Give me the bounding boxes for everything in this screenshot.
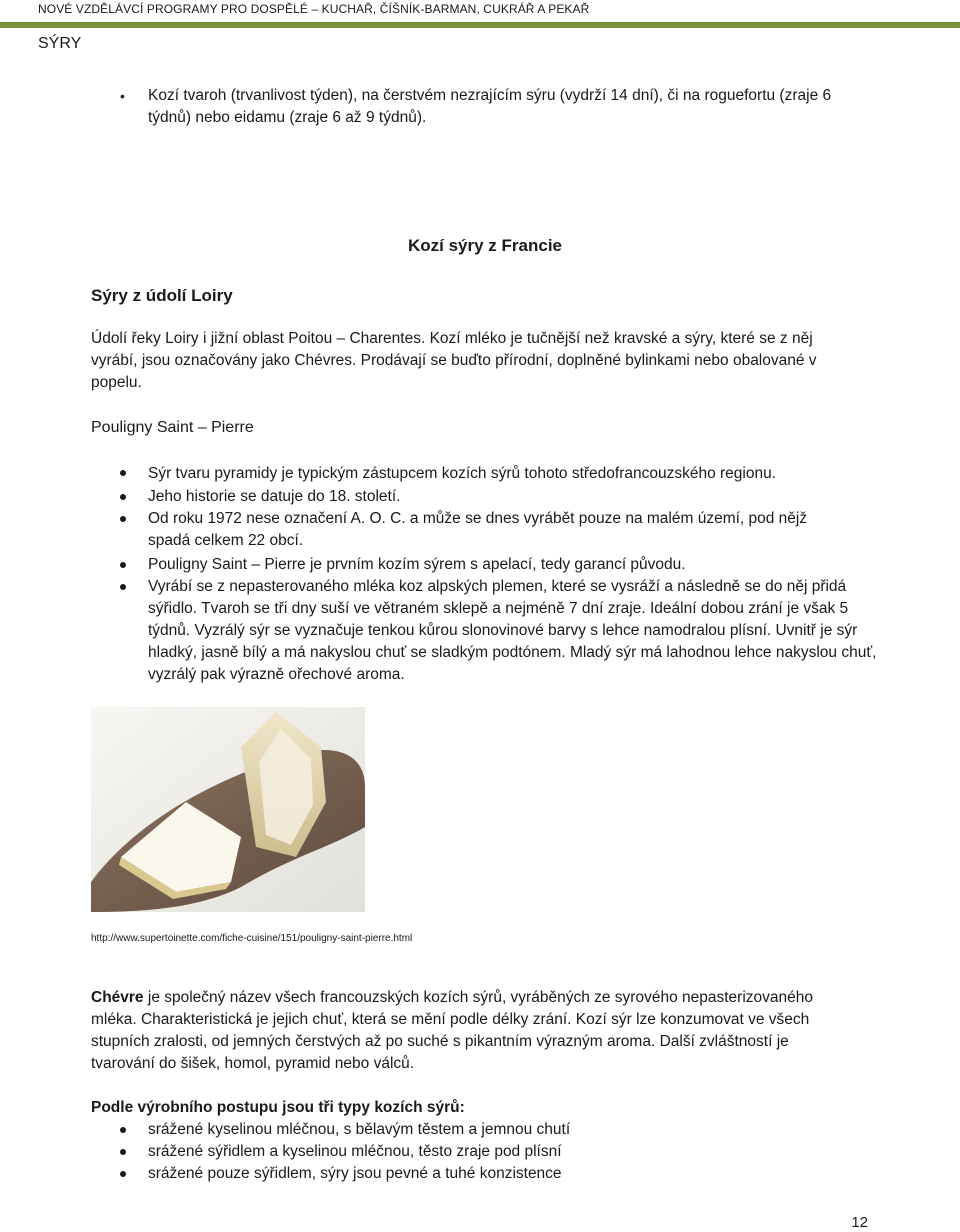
pouligny-bullet-5: Vyrábí se z nepasterovaného mléka koz alpských plemen, které se vysráží a následně se do něj přidá sýřidlo. Tvaroh se tři dny suší ve větraném sklepě a nejméně 7 dní zraje. Ideální dobou zrání je však 5 týdnů. Vyzrálý sýr se vyznačuje tenkou kůrou slonovinové barvy s lehce namodralou plísní. Uvnitř je sýr hladký, jasně bílý a má nakyslou chuť se sladkým podtónem. Mladý sýr má lahodnou lehce nakyslou chuť, vyzrálý pak výrazně ořechové aroma.	[148, 578, 877, 683]
pouligny-bullet-2: Jeho historie se datuje do 18. století.	[148, 488, 401, 505]
types-item-3: srážené pouze sýřidlem, sýry jsou pevné a tuhé konzistence	[148, 1165, 562, 1182]
pouligny-bullet-1: Sýr tvaru pyramidy je typickým zástupcem kozích sýrů tohoto středofrancouzského regionu.	[148, 465, 777, 482]
bullet-glyph	[120, 516, 126, 522]
bullet-glyph	[120, 1127, 126, 1133]
bullet-glyph	[120, 494, 126, 500]
program-title: NOVÉ VZDĚLÁVCÍ PROGRAMY PRO DOSPĚLÉ – KUCHAŘ, ČÍŠNÍK-BARMAN, CUKRÁŘ A PEKAŘ	[38, 2, 590, 16]
intro-bullet-text: Kozí tvaroh (trvanlivost týden), na čerstvém nezrajícím sýru (vydrží 14 dní), či na roguefortu (zraje 6 týdnů) nebo eidamu (zraje 6 až 9 týdnů).	[148, 87, 832, 126]
pouligny-bullet-4: Pouligny Saint – Pierre je prvním kozím sýrem s apelací, tedy garancí původu.	[148, 556, 686, 573]
header-rule	[0, 22, 960, 28]
types-item-2: srážené sýřidlem a kyselinou mléčnou, těsto zraje pod plísní	[148, 1143, 562, 1160]
bullet-glyph	[120, 584, 126, 590]
bullet-glyph	[120, 1171, 126, 1177]
image-source-link[interactable]: http://www.supertoinette.com/fiche-cuisine/151/pouligny-saint-pierre.html	[91, 933, 413, 944]
chevre-term: Chévre	[91, 989, 144, 1006]
types-item-1: srážené kyselinou mléčnou, s bělavým těstem a jemnou chutí	[148, 1121, 571, 1138]
loire-line-3: popelu.	[91, 374, 142, 391]
loire-paragraph	[91, 328, 891, 394]
main-heading: Kozí sýry z Francie	[408, 236, 563, 255]
loire-line-1: Údolí řeky Loiry i jižní oblast Poitou – Charentes. Kozí mléko je tučnější než kravské a sýry, které se z něj	[91, 330, 813, 347]
loire-heading: Sýry z údolí Loiry	[91, 286, 233, 305]
bullet-glyph: •	[120, 88, 125, 104]
pouligny-heading: Pouligny Saint – Pierre	[91, 419, 254, 436]
types-heading: Podle výrobního postupu jsou tři typy kozích sýrů:	[91, 1099, 465, 1116]
cheese-photo	[91, 707, 365, 912]
page-number: 12	[851, 1214, 868, 1231]
chevre-text: je společný název všech francouzských kozích sýrů, vyráběných ze syrového nepasterizovaného mléka. Charakteristická je jejich chuť, která se mění podle délky zrání. Kozí sýr lze konzumovat ve všech stupních zralosti, od jemných čerstvých až po suché s pikantním výrazným aroma. Další zvláštností je tvarování do šišek, homol, pyramid nebo válců.	[91, 989, 813, 1072]
bullet-glyph	[120, 1149, 126, 1155]
bullet-glyph	[120, 470, 126, 476]
loire-line-2: vyrábí, jsou označovány jako Chévres. Prodávají se buďto přírodní, doplněné bylinkami nebo obalované v	[91, 352, 817, 369]
bullet-glyph	[120, 562, 126, 568]
pouligny-bullet-3: Od roku 1972 nese označení A. O. C. a může se dnes vyrábět pouze na malém území, pod nějž spadá celkem 22 obcí.	[148, 510, 808, 549]
chevre-paragraph	[91, 987, 841, 1075]
section-title: SÝRY	[38, 35, 82, 52]
